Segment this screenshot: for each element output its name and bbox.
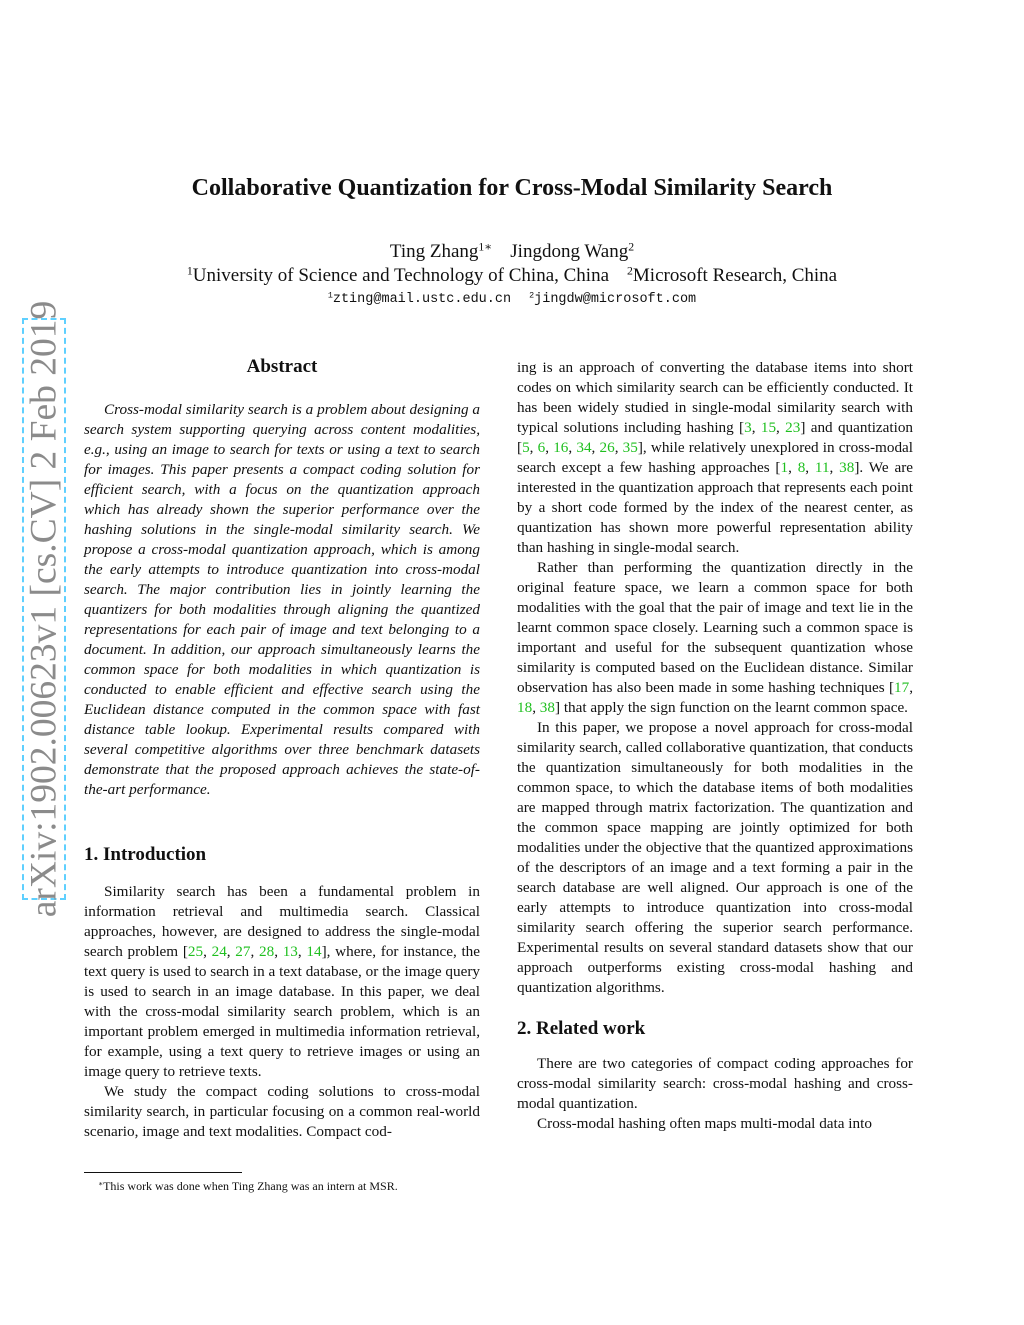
citation-link[interactable]: 3 — [744, 419, 752, 436]
citation-link[interactable]: 26 — [599, 439, 615, 456]
email-line — [0, 290, 1024, 310]
affiliation-name: Microsoft Research, China — [632, 265, 838, 286]
citation-link[interactable]: 38 — [539, 699, 555, 716]
intro-paragraph: We study the compact coding solutions to cross-modal similarity search, in particular focusing on a common real-world scenario, image and text modalities. Compact cod- — [84, 1083, 480, 1140]
citation-link[interactable]: 6 — [537, 439, 546, 456]
footnote-mark: ∗ — [98, 1178, 104, 1188]
citation-link[interactable]: 34 — [576, 439, 592, 456]
citation-link[interactable]: 27 — [235, 943, 251, 960]
left-column — [84, 355, 480, 1142]
author-line — [0, 240, 1024, 264]
author-mark: 1∗ — [478, 240, 493, 254]
author-name: Jingdong Wang — [510, 241, 629, 262]
intro-paragraph: Rather than performing the quantization directly in the original feature space, we learn a common space for both modalities with the goal that the pair of image and text lie in the learnt common space closely. Learning such a common space is important and useful for the subsequent quantization whose similarity is computed based on the Euclidean distance. Similar observation has also been made in some hashing techniques [17, 18, 38] that apply the sign function on the learnt common space. — [517, 559, 913, 716]
citation-link[interactable]: 18 — [517, 699, 533, 716]
citation-link[interactable]: 17 — [894, 679, 910, 696]
citation-link[interactable]: 11 — [814, 459, 830, 476]
citation-link[interactable]: 16 — [553, 439, 569, 456]
citation-link[interactable]: 1 — [780, 459, 789, 476]
email-mark: 1 — [327, 290, 333, 301]
affiliation-mark: 1 — [186, 264, 193, 278]
related-paragraph: There are two categories of compact coding approaches for cross-modal similarity search: cross-modal hashing and cross-modal quantization. — [517, 1055, 913, 1112]
citation-link[interactable]: 35 — [622, 439, 638, 456]
right-column — [517, 358, 913, 1134]
citation-link[interactable]: 25 — [187, 943, 204, 960]
email-address[interactable]: zting@mail.ustc.edu.cn — [332, 292, 512, 307]
intro-paragraph-continued: ing is an approach of converting the database items into short codes on which similarity search can be efficiently conducted. It has been widely studied in single-modal similarity search with typical solutions including hashing [3, 15, 23] and quantization [5, 6, 16, 34, 26, 35], while relatively unexplored in cross-modal search except a few hashing approaches [1, 8, 11, 38]. We are interested in the quantization approach that represents each point by a short code formed by the index of the nearest center, as quantization has shown more powerful representation ability than hashing in single-modal search. — [517, 359, 914, 556]
abstract-heading: Abstract — [246, 356, 318, 377]
email-address[interactable]: jingdw@microsoft.com — [534, 292, 697, 307]
footnote — [98, 1178, 498, 1194]
intro-heading: 1. Introduction — [84, 844, 207, 865]
citation-link[interactable]: 23 — [785, 419, 801, 436]
related-work-heading: 2. Related work — [517, 1018, 646, 1039]
intro-paragraph: In this paper, we propose a novel approach for cross-modal similarity search, called collaborative quantization, that conducts the quantization simultaneously for both modalities in the common space, to which the database items of both modalities are mapped through matrix factorization. The quantization and the common space mapping are jointly optimized for both modalities under the objective that the quantized approximations of the descriptors of an image and a text forming a pair in the search database are well aligned. Our approach is one of the early attempts to introduce quantization into cross-modal similarity search offering the superior search performance. Experimental results on several standard datasets show that our approach outperforms existing cross-modal hashing and quantization algorithms. — [517, 719, 913, 996]
email-mark: 2 — [529, 290, 535, 301]
affiliation-name: University of Science and Technology of China, China — [192, 265, 610, 286]
affiliation-mark: 2 — [627, 264, 633, 278]
abstract-text: Cross-modal similarity search is a problem about designing a search system supporting querying across content modalities, e.g., using an image to search for texts or using a text to search for images. This paper presents a compact coding solution for efficient search, with a focus on the quantization approach which has already shown the superior performance over the hashing solutions in the single-modal similarity search. We propose a cross-modal quantization approach, which is among the early attempts to introduce quantization into cross-modal search. The major contribution lies in jointly learning the quantizers for both modalities through aligning the quantized representations for each pair of image and text belonging to a document. In addition, our approach simultaneously learns the common space for both modalities in which quantization is conducted to enable efficient and effective search using the Euclidean distance computed in the common space with fast distance table lookup. Experimental results compared with several competitive algorithms over three benchmark datasets demonstrate that the proposed approach achieves the state-of-the-art performance. — [84, 401, 480, 798]
citation-link[interactable]: 38 — [839, 459, 855, 476]
citation-link[interactable]: 15 — [760, 419, 777, 436]
paper-title: Collaborative Quantization for Cross-Modal Similarity Search — [191, 175, 833, 201]
author-mark: 2 — [628, 240, 635, 254]
footnote-text: This work was done when Ting Zhang was an intern at MSR. — [103, 1179, 398, 1193]
footnote-rule — [84, 1172, 242, 1173]
citation-link[interactable]: 14 — [306, 943, 322, 960]
citation-link[interactable]: 28 — [259, 943, 275, 960]
affiliation-line — [0, 264, 1024, 288]
citation-link[interactable]: 13 — [282, 943, 298, 960]
citation-link[interactable]: 24 — [211, 943, 227, 960]
related-paragraph: Cross-modal hashing often maps multi-modal data into — [537, 1115, 872, 1132]
citation-link[interactable]: 5 — [522, 439, 530, 456]
author-name: Ting Zhang — [389, 241, 479, 262]
intro-paragraph: Similarity search has been a fundamental problem in information retrieval and multimedia search. Classical approaches, however, are designed to address the single-modal search problem [25, 24, 27, 28, 13, 14], where, for instance, the text query is used to search in a text database, or the image query is used to search in an image database. In this paper, we deal with the cross-modal similarity search problem, which is an important problem emerged in multimedia information retrieval, for example, using a text query to retrieve images or using an image query to retrieve texts. — [84, 883, 481, 1080]
citation-link[interactable]: 8 — [797, 459, 806, 476]
arxiv-stamp[interactable]: arXiv:1902.00623v1 [cs.CV] 2 Feb 2019 — [23, 300, 65, 918]
